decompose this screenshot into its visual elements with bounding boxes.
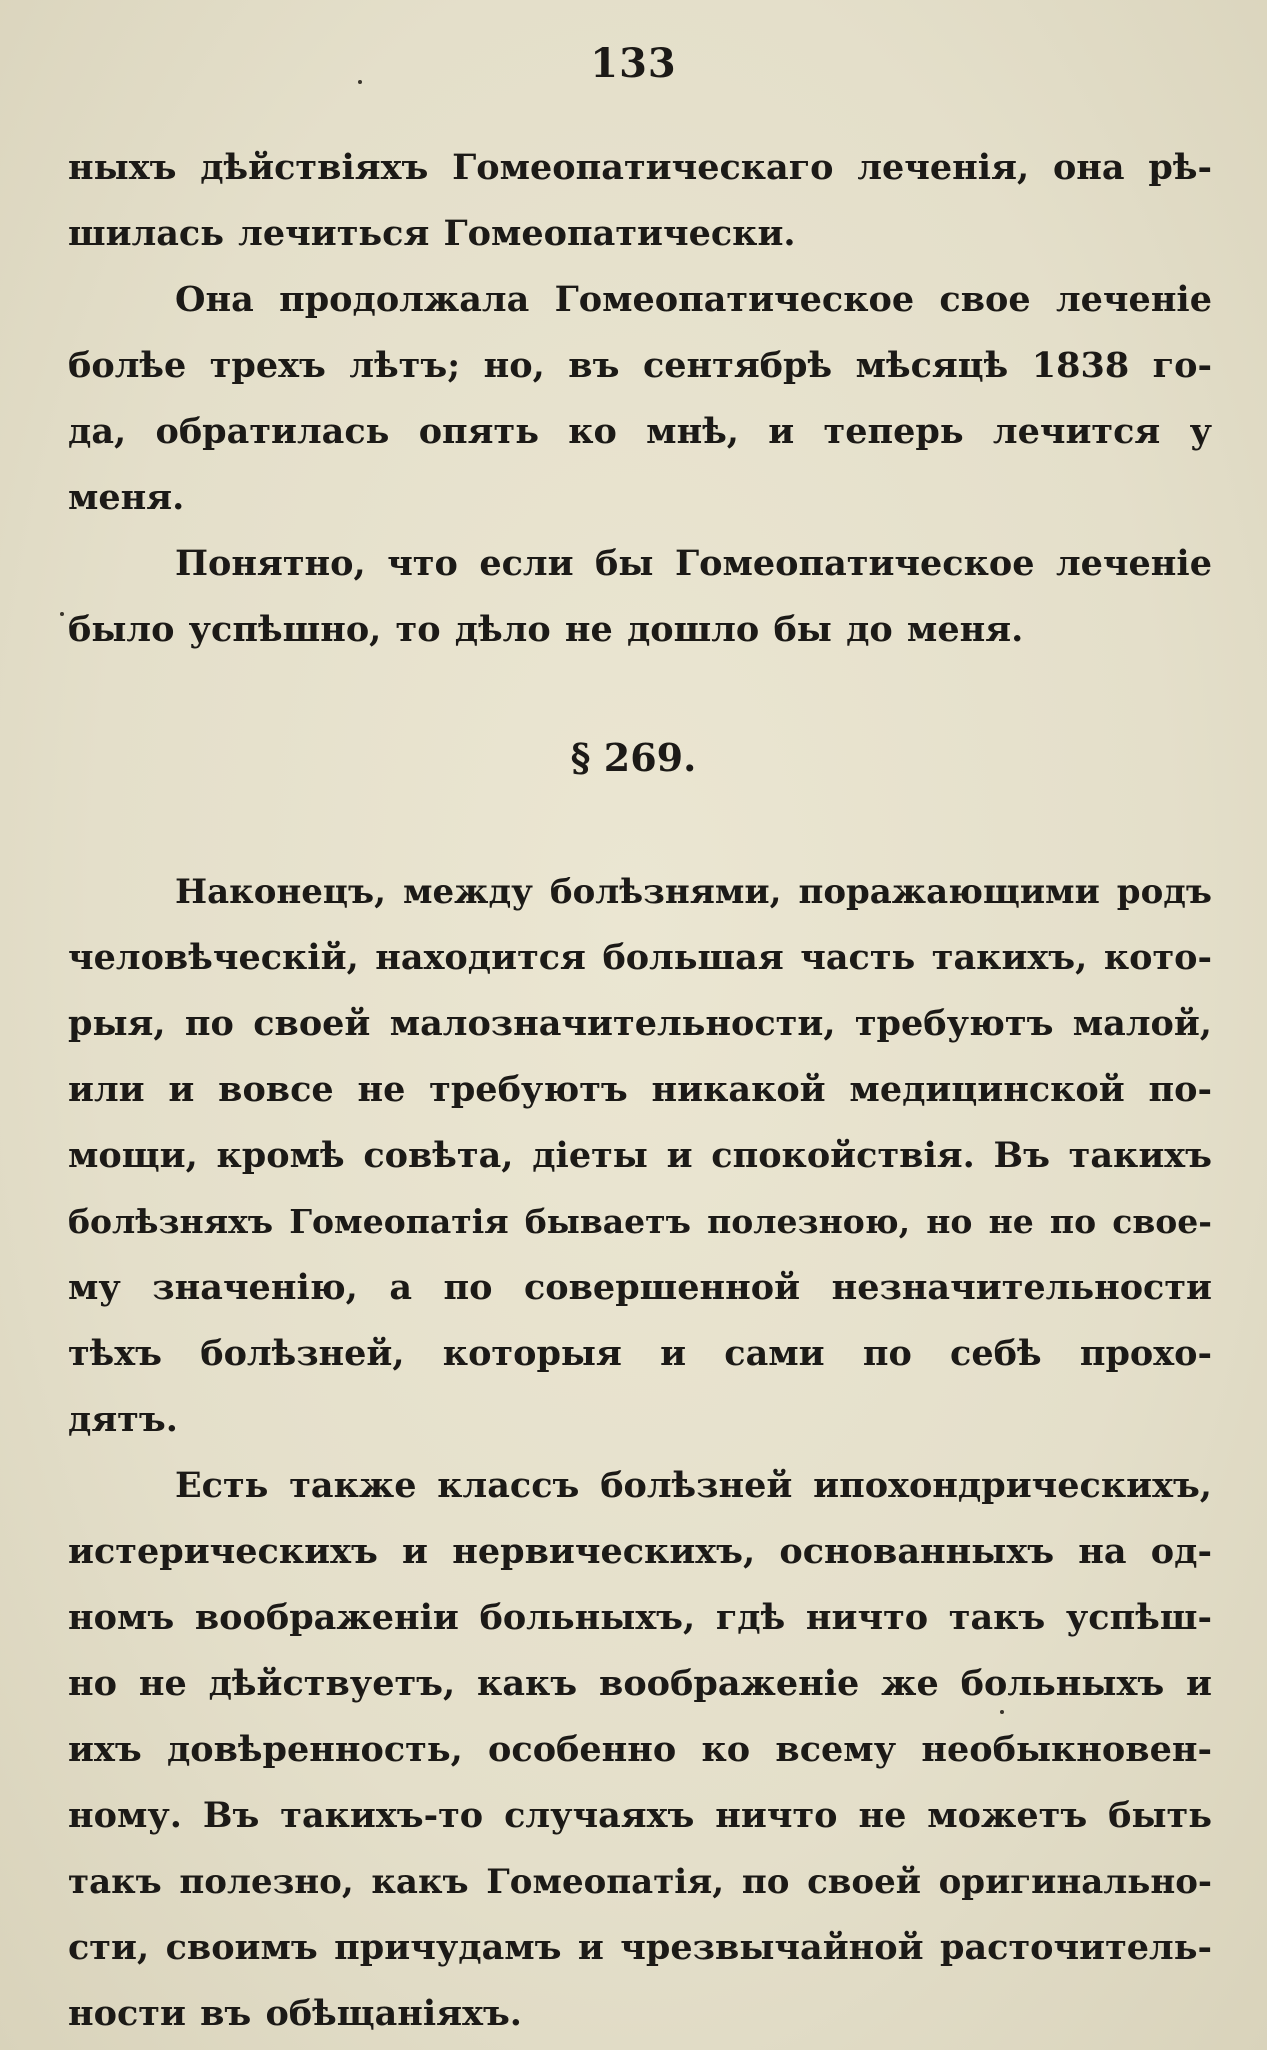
- text-line: Она продолжала Гомеопатическое свое леченіе: [175, 279, 1212, 320]
- text-line: рыя, по своей малозначительности, требуютъ малой,: [68, 1003, 1212, 1044]
- section-heading: § 269.: [570, 735, 697, 780]
- text-line: ныхъ дѣйствіяхъ Гомеопатическаго леченія, она рѣ-: [68, 147, 1212, 188]
- text-line: Есть также классъ болѣзней ипохондрическихъ,: [175, 1465, 1212, 1506]
- text-line: болѣзняхъ Гомеопатія бываетъ полезною, но не по свое-: [68, 1202, 1212, 1241]
- text-line: дятъ.: [68, 1399, 178, 1440]
- text-line: сти, своимъ причудамъ и чрезвычайной расточитель-: [68, 1927, 1212, 1968]
- text-line: болѣе трехъ лѣтъ; но, въ сентябрѣ мѣсяцѣ 1838 го-: [68, 345, 1212, 386]
- text-line: ному. Въ такихъ-то случаяхъ ничто не можетъ быть: [68, 1795, 1212, 1836]
- print-speck: [60, 612, 64, 616]
- text-line: человѣческій, находится большая часть такихъ, кото-: [68, 937, 1212, 978]
- text-line: было успѣшно, то дѣло не дошло бы до меня.: [68, 609, 1024, 650]
- text-line: ихъ довѣренность, особенно ко всему необыкновен-: [68, 1729, 1212, 1770]
- text-line: шилась лечиться Гомеопатически.: [68, 213, 796, 254]
- text-line: мощи, кромѣ совѣта, діеты и спокойствія. Въ такихъ: [68, 1135, 1212, 1176]
- text-line: номъ воображеніи больныхъ, гдѣ ничто такъ успѣш-: [68, 1597, 1212, 1638]
- print-speck: [358, 80, 362, 84]
- print-speck: [1000, 1710, 1004, 1714]
- page-number: 133: [590, 40, 677, 87]
- text-line: Понятно, что если бы Гомеопатическое леченіе: [175, 543, 1212, 584]
- text-line: такъ полезно, какъ Гомеопатія, по своей оригинально-: [68, 1862, 1212, 1902]
- text-line: му значенію, а по совершенной незначительности: [68, 1267, 1212, 1308]
- text-line: истерическихъ и нервическихъ, основанныхъ на од-: [68, 1531, 1212, 1572]
- text-line: но не дѣйствуетъ, какъ воображеніе же больныхъ и: [68, 1663, 1212, 1704]
- text-line: или и вовсе не требуютъ никакой медицинской по-: [68, 1069, 1212, 1110]
- text-line: ности въ обѣщаніяхъ.: [68, 1993, 522, 2034]
- text-line: меня.: [68, 477, 185, 518]
- text-line: да, обратилась опять ко мнѣ, и теперь лечится у: [68, 411, 1212, 452]
- text-line: тѣхъ болѣзней, которыя и сами по себѣ прохо-: [68, 1333, 1212, 1374]
- text-line: Наконецъ, между болѣзнями, поражающими родъ: [175, 872, 1212, 912]
